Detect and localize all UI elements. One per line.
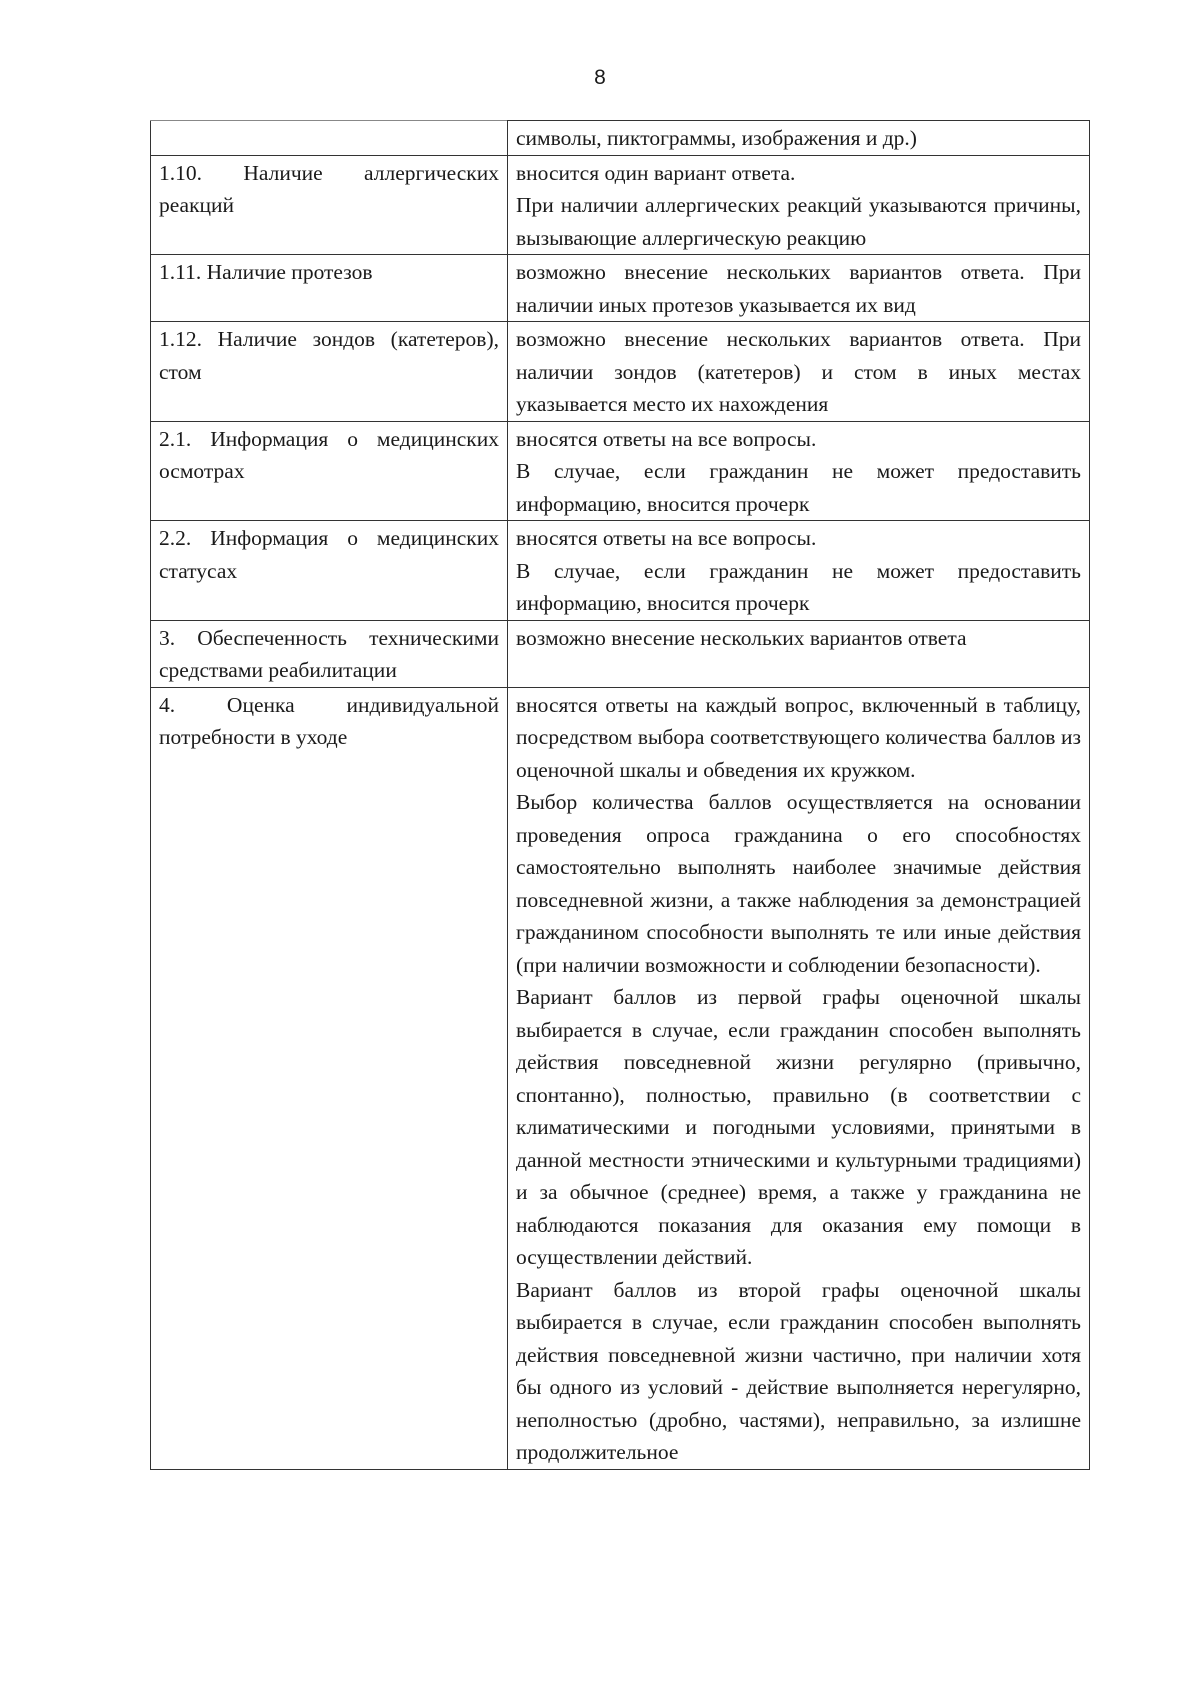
row-description [508, 121, 1090, 156]
description-paragraph: Вариант баллов из второй графы оценочной шкалы выбирается в случае, если гражданин способен выполнять действия повседневной жизни частично, при наличии хотя бы одного из условий - действие выполняется нерегулярно, неполностью (дробно, частями), неправильно, за излишне продолжительное [516, 1277, 1081, 1464]
description-paragraph: символы, пиктограммы, изображения и др.) [516, 126, 917, 150]
table-row [151, 121, 1090, 156]
description-paragraph: вносятся ответы на каждый вопрос, включенный в таблицу, посредством выбора соответствующего количества баллов из оценочной шкалы и обведения их кружком. [516, 692, 1081, 782]
row-label: 4. Оценка индивидуальной потребности в уходе [151, 687, 508, 1469]
description-paragraph: При наличии аллергических реакций указываются причины, вызывающие аллергическую реакцию [516, 193, 1081, 250]
row-label: 1.10. Наличие аллергических реакций [151, 155, 508, 255]
row-description [508, 521, 1090, 621]
row-description [508, 255, 1090, 322]
description-paragraph: возможно внесение нескольких вариантов ответа. При наличии иных протезов указывается их вид [516, 260, 1081, 317]
row-label: 2.1. Информация о медицинских осмотрах [151, 421, 508, 521]
description-paragraph: Выбор количества баллов осуществляется на основании проведения опроса гражданина о его способностях самостоятельно выполнять наиболее значимые действия повседневной жизни, а также наблюдения за демонстрацией гражданином способности выполнять те или иные действия (при наличии возможности и соблюдении безопасности). [516, 790, 1081, 977]
table-row [151, 155, 1090, 255]
row-description [508, 155, 1090, 255]
table-row [151, 255, 1090, 322]
table-row [151, 620, 1090, 687]
description-paragraph: В случае, если гражданин не может предоставить информацию, вносится прочерк [516, 558, 1081, 615]
table-row [151, 521, 1090, 621]
instructions-table [150, 120, 1090, 1470]
page-number: 8 [594, 66, 606, 89]
table-row [151, 322, 1090, 422]
row-label [151, 121, 508, 156]
description-paragraph: возможно внесение нескольких вариантов ответа [516, 625, 967, 650]
description-paragraph: В случае, если гражданин не может предоставить информацию, вносится прочерк [516, 459, 1081, 516]
row-description [508, 687, 1090, 1469]
row-description [508, 322, 1090, 422]
description-paragraph: Вариант баллов из первой графы оценочной шкалы выбирается в случае, если гражданин способен выполнять действия повседневной жизни регулярно (привычно, спонтанно), полностью, правильно (в соответствии с климатическими и погодными условиями, принятыми в данной местности этническими и культурными традициями) и за обычное (среднее) время, а также у гражданина не наблюдаются показания для оказания ему помощи в осуществлении действий. [516, 985, 1081, 1269]
row-description [508, 421, 1090, 521]
row-description [508, 620, 1090, 687]
row-label: 3. Обеспеченность техническими средствами реабилитации [151, 620, 508, 687]
description-paragraph: вносятся ответы на все вопросы. [516, 526, 817, 550]
row-label: 1.11. Наличие протезов [151, 255, 508, 322]
description-paragraph: вносятся ответы на все вопросы. [516, 426, 817, 451]
row-label: 1.12. Наличие зондов (катетеров), стом [151, 322, 508, 422]
table-row [151, 687, 1090, 1469]
description-paragraph: возможно внесение нескольких вариантов ответа. При наличии зондов (катетеров) и стом в иных местах указывается место их нахождения [516, 327, 1081, 416]
table-row [151, 421, 1090, 521]
description-paragraph: вносится один вариант ответа. [516, 160, 796, 185]
row-label: 2.2. Информация о медицинских статусах [151, 521, 508, 621]
